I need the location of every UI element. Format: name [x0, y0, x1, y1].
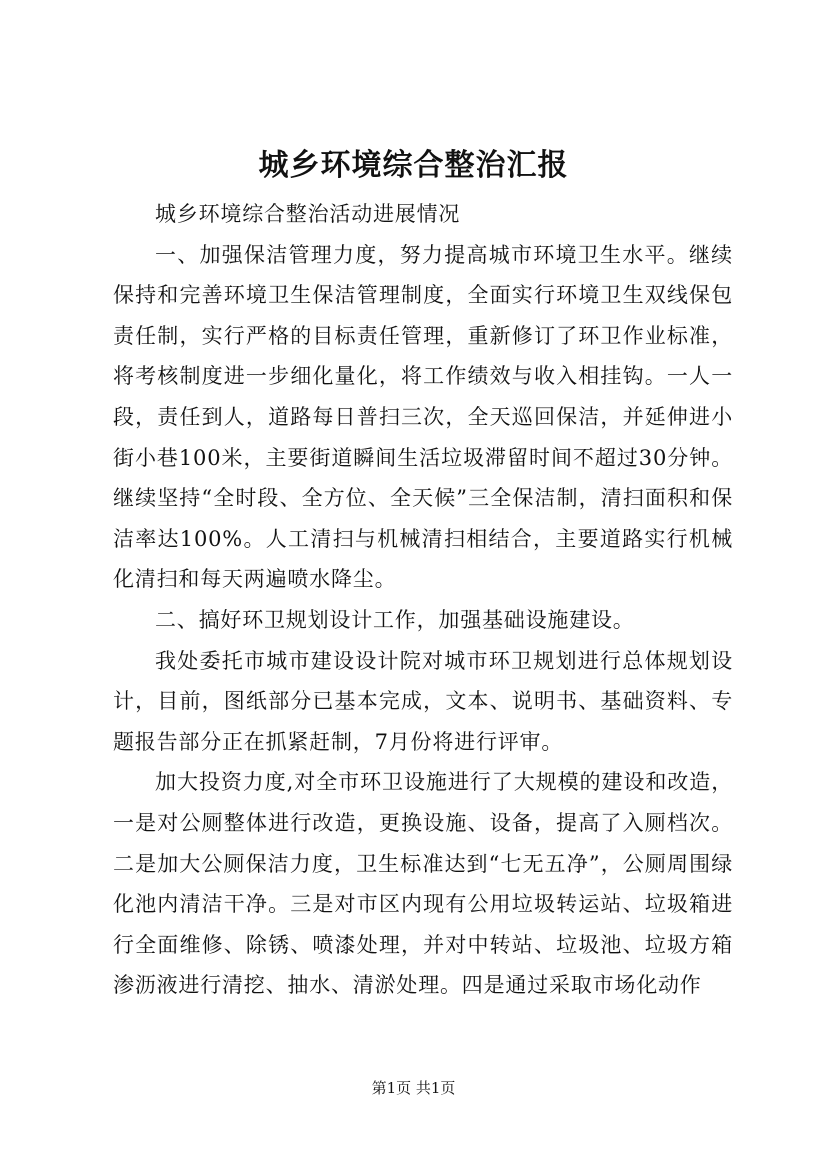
- paragraph-section-two-heading: 二、搞好环卫规划设计工作，加强基础设施建设。: [155, 607, 635, 632]
- paragraph-section-one: 一、加强保洁管理力度，努力提高城市环境卫生水平。继续保持和完善环境卫生保洁管理制度，全面实行环境卫生双线保包责任制，实行严格的目标责任管理，重新修订了环卫作业标准，将考核制度进一步细化量化，将工作绩效与收入相挂钩。一人一段，责任到人，道路每日普扫三次，全天巡回保洁，并延伸进小街小巷100米，主要街道瞬间生活垃圾滞留时间不超过30分钟。继续坚持“全时段、全方位、全天候”三全保洁制，清扫面积和保洁率达100%。人工清扫与机械清扫相结合，主要道路实行机械化清扫和每天两遍喷水降尘。: [113, 242, 733, 592]
- page-footer: 第1页 共1页: [371, 1079, 456, 1097]
- document-body: [113, 194, 733, 1006]
- paragraph-planning: 我处委托市城市建设设计院对城市环卫规划进行总体规划设计，目前，图纸部分已基本完成，文本、说明书、基础资料、专题报告部分正在抓紧赶制，7月份将进行评审。: [113, 648, 733, 754]
- paragraph-investment: 加大投资力度,对全市环卫设施进行了大规模的建设和改造，一是对公厕整体进行改造，更换设施、设备，提高了入厕档次。二是加大公厕保洁力度，卫生标准达到“七无五净”，公厕周围绿化池内清洁干净。三是对市区内现有公用垃圾转运站、垃圾箱进行全面维修、除锈、喷漆处理，并对中转站、垃圾池、垃圾方箱渗沥液进行清挖、抽水、清淤处理。四是通过采取市场化动作: [113, 770, 733, 998]
- document-title: 城乡环境综合整治汇报: [258, 148, 569, 183]
- paragraph-subtitle: 城乡环境综合整治活动进展情况: [155, 202, 461, 226]
